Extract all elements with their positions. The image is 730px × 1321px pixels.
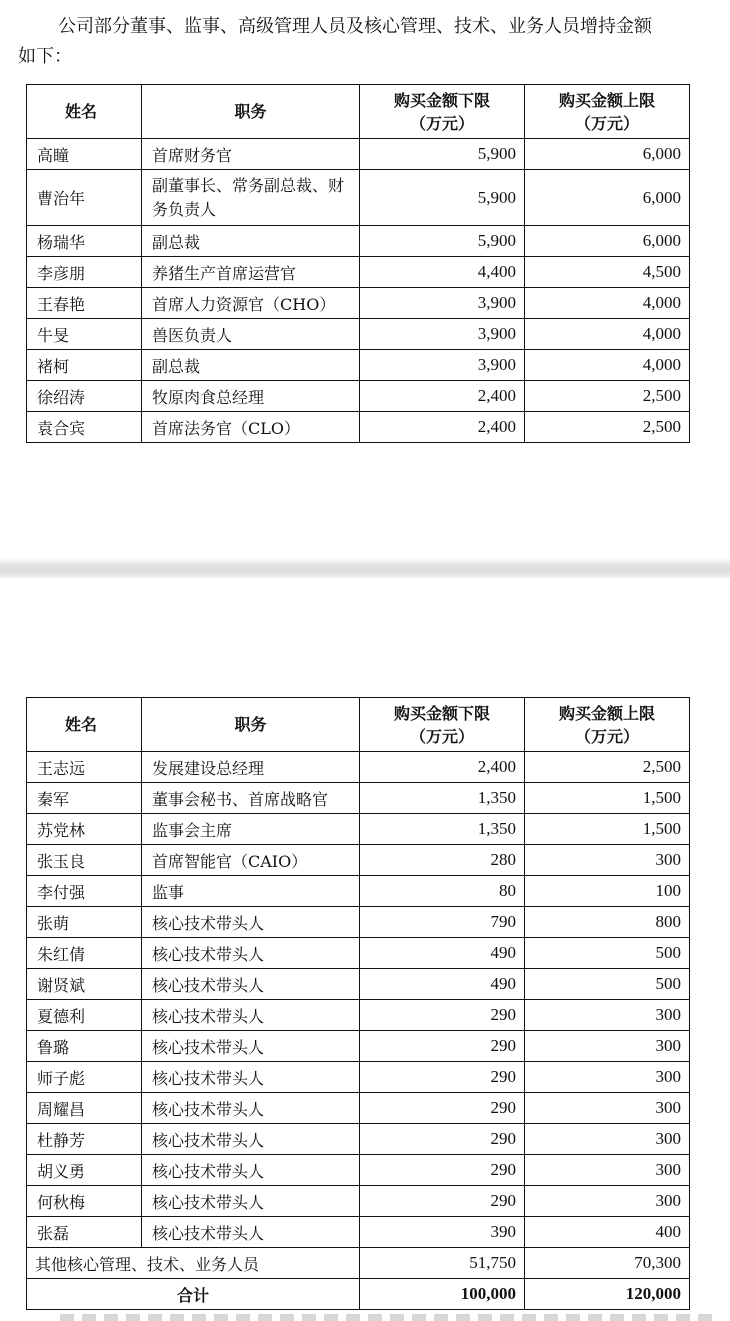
- min-amount-cell: 5,900: [360, 226, 525, 257]
- position-cell: 核心技术带头人: [142, 1031, 360, 1062]
- name-cell: 何秋梅: [27, 1186, 142, 1217]
- others-min: 51,750: [360, 1248, 525, 1279]
- header-position: 职务: [142, 698, 360, 752]
- name-cell: 胡义勇: [27, 1155, 142, 1186]
- position-cell: 牧原肉食总经理: [142, 381, 360, 412]
- table-row: [27, 783, 690, 814]
- others-row: [27, 1248, 690, 1279]
- max-amount-cell: 6,000: [525, 226, 690, 257]
- table-row: [27, 1186, 690, 1217]
- min-amount-cell: 3,900: [360, 288, 525, 319]
- position-cell: 核心技术带头人: [142, 1186, 360, 1217]
- min-amount-cell: 5,900: [360, 139, 525, 170]
- total-row: [27, 1279, 690, 1310]
- intro-line-1: 公司部分董事、监事、高级管理人员及核心管理、技术、业务人员增持金额: [58, 16, 652, 37]
- name-cell: 褚柯: [27, 350, 142, 381]
- header-max-line1: 购买金额上限: [558, 703, 655, 723]
- page-break: [0, 558, 730, 578]
- min-amount-cell: 1,350: [360, 783, 525, 814]
- max-amount-cell: 300: [525, 1155, 690, 1186]
- position-cell: 兽医负责人: [142, 319, 360, 350]
- table-header-row: [27, 698, 690, 752]
- max-amount-cell: 500: [525, 969, 690, 1000]
- max-amount-cell: 4,000: [525, 350, 690, 381]
- position-cell: 核心技术带头人: [142, 1155, 360, 1186]
- position-cell: 核心技术带头人: [142, 907, 360, 938]
- name-cell: 苏党林: [27, 814, 142, 845]
- min-amount-cell: 280: [360, 845, 525, 876]
- position-cell: 核心技术带头人: [142, 938, 360, 969]
- min-amount-cell: 390: [360, 1217, 525, 1248]
- position-cell: 首席智能官（CAIO）: [142, 845, 360, 876]
- table-row: [27, 1000, 690, 1031]
- name-cell: 王春艳: [27, 288, 142, 319]
- position-cell: 副总裁: [142, 350, 360, 381]
- position-cell: 核心技术带头人: [142, 1093, 360, 1124]
- table-row: [27, 412, 690, 443]
- total-min: 100,000: [360, 1279, 525, 1310]
- max-amount-cell: 300: [525, 1186, 690, 1217]
- position-cell: 核心技术带头人: [142, 1217, 360, 1248]
- min-amount-cell: 490: [360, 969, 525, 1000]
- name-cell: 杜静芳: [27, 1124, 142, 1155]
- table-row: [27, 1155, 690, 1186]
- name-cell: 张萌: [27, 907, 142, 938]
- name-cell: 周耀昌: [27, 1093, 142, 1124]
- holdings-table-page2: [26, 697, 690, 1310]
- table-row: [27, 319, 690, 350]
- table-row: [27, 257, 690, 288]
- min-amount-cell: 290: [360, 1000, 525, 1031]
- table-row: [27, 907, 690, 938]
- table-row: [27, 139, 690, 170]
- min-amount-cell: 290: [360, 1031, 525, 1062]
- intro-paragraph: [18, 12, 718, 72]
- header-max: [525, 85, 690, 139]
- header-max: [525, 698, 690, 752]
- header-min: [360, 698, 525, 752]
- holdings-table-page1: [26, 84, 690, 443]
- name-cell: 鲁璐: [27, 1031, 142, 1062]
- name-cell: 牛旻: [27, 319, 142, 350]
- min-amount-cell: 3,900: [360, 319, 525, 350]
- max-amount-cell: 300: [525, 1031, 690, 1062]
- name-cell: 曹治年: [27, 170, 142, 226]
- max-amount-cell: 6,000: [525, 139, 690, 170]
- header-name: 姓名: [27, 85, 142, 139]
- max-amount-cell: 400: [525, 1217, 690, 1248]
- table-row: [27, 845, 690, 876]
- min-amount-cell: 4,400: [360, 257, 525, 288]
- table-row: [27, 814, 690, 845]
- intro-line-2: 如下：: [18, 46, 72, 67]
- position-cell: 监事: [142, 876, 360, 907]
- position-cell: 核心技术带头人: [142, 1124, 360, 1155]
- position-cell: 首席财务官: [142, 139, 360, 170]
- name-cell: 徐绍涛: [27, 381, 142, 412]
- name-cell: 朱红倩: [27, 938, 142, 969]
- total-label: 合计: [27, 1279, 360, 1310]
- max-amount-cell: 6,000: [525, 170, 690, 226]
- min-amount-cell: 290: [360, 1155, 525, 1186]
- table-row: [27, 350, 690, 381]
- position-cell: 副董事长、常务副总裁、财务负责人: [142, 170, 360, 226]
- header-min: [360, 85, 525, 139]
- table-row: [27, 1062, 690, 1093]
- min-amount-cell: 2,400: [360, 752, 525, 783]
- position-cell: 发展建设总经理: [142, 752, 360, 783]
- header-min-line1: 购买金额下限: [393, 90, 490, 110]
- max-amount-cell: 800: [525, 907, 690, 938]
- name-cell: 高瞳: [27, 139, 142, 170]
- others-label: 其他核心管理、技术、业务人员: [27, 1248, 360, 1279]
- min-amount-cell: 290: [360, 1124, 525, 1155]
- min-amount-cell: 290: [360, 1062, 525, 1093]
- name-cell: 王志远: [27, 752, 142, 783]
- table-row: [27, 876, 690, 907]
- max-amount-cell: 300: [525, 1062, 690, 1093]
- table-header-row: [27, 85, 690, 139]
- min-amount-cell: 790: [360, 907, 525, 938]
- position-cell: 副总裁: [142, 226, 360, 257]
- position-cell: 首席法务官（CLO）: [142, 412, 360, 443]
- table-row: [27, 226, 690, 257]
- min-amount-cell: 490: [360, 938, 525, 969]
- min-amount-cell: 3,900: [360, 350, 525, 381]
- table-row: [27, 1217, 690, 1248]
- table-row: [27, 288, 690, 319]
- max-amount-cell: 4,500: [525, 257, 690, 288]
- header-name: 姓名: [27, 698, 142, 752]
- max-amount-cell: 1,500: [525, 814, 690, 845]
- table-row: [27, 752, 690, 783]
- min-amount-cell: 290: [360, 1186, 525, 1217]
- position-cell: 养猪生产首席运营官: [142, 257, 360, 288]
- header-min-line2: （万元）: [409, 726, 474, 746]
- position-cell: 首席人力资源官（CHO）: [142, 288, 360, 319]
- table-row: [27, 1124, 690, 1155]
- name-cell: 李彦朋: [27, 257, 142, 288]
- others-max: 70,300: [525, 1248, 690, 1279]
- max-amount-cell: 300: [525, 1124, 690, 1155]
- name-cell: 张玉良: [27, 845, 142, 876]
- position-cell: 核心技术带头人: [142, 969, 360, 1000]
- max-amount-cell: 300: [525, 1093, 690, 1124]
- max-amount-cell: 2,500: [525, 381, 690, 412]
- name-cell: 谢贤斌: [27, 969, 142, 1000]
- name-cell: 夏德利: [27, 1000, 142, 1031]
- max-amount-cell: 100: [525, 876, 690, 907]
- max-amount-cell: 300: [525, 845, 690, 876]
- max-amount-cell: 4,000: [525, 319, 690, 350]
- min-amount-cell: 5,900: [360, 170, 525, 226]
- position-cell: 核心技术带头人: [142, 1062, 360, 1093]
- header-min-line1: 购买金额下限: [393, 703, 490, 723]
- total-max: 120,000: [525, 1279, 690, 1310]
- min-amount-cell: 290: [360, 1093, 525, 1124]
- header-position: 职务: [142, 85, 360, 139]
- table-row: [27, 938, 690, 969]
- position-cell: 董事会秘书、首席战略官: [142, 783, 360, 814]
- max-amount-cell: 2,500: [525, 412, 690, 443]
- header-max-line1: 购买金额上限: [558, 90, 655, 110]
- position-cell: 核心技术带头人: [142, 1000, 360, 1031]
- max-amount-cell: 300: [525, 1000, 690, 1031]
- name-cell: 李付强: [27, 876, 142, 907]
- name-cell: 师子彪: [27, 1062, 142, 1093]
- next-page-text-bleed: [60, 1314, 720, 1321]
- min-amount-cell: 80: [360, 876, 525, 907]
- table-row: [27, 170, 690, 226]
- name-cell: 杨瑞华: [27, 226, 142, 257]
- header-max-line2: （万元）: [574, 113, 639, 133]
- name-cell: 张磊: [27, 1217, 142, 1248]
- position-cell: 监事会主席: [142, 814, 360, 845]
- name-cell: 袁合宾: [27, 412, 142, 443]
- max-amount-cell: 1,500: [525, 783, 690, 814]
- min-amount-cell: 2,400: [360, 412, 525, 443]
- table-row: [27, 969, 690, 1000]
- name-cell: 秦军: [27, 783, 142, 814]
- max-amount-cell: 4,000: [525, 288, 690, 319]
- table-row: [27, 381, 690, 412]
- table-row: [27, 1031, 690, 1062]
- max-amount-cell: 2,500: [525, 752, 690, 783]
- table-row: [27, 1093, 690, 1124]
- min-amount-cell: 1,350: [360, 814, 525, 845]
- header-max-line2: （万元）: [574, 726, 639, 746]
- max-amount-cell: 500: [525, 938, 690, 969]
- header-min-line2: （万元）: [409, 113, 474, 133]
- min-amount-cell: 2,400: [360, 381, 525, 412]
